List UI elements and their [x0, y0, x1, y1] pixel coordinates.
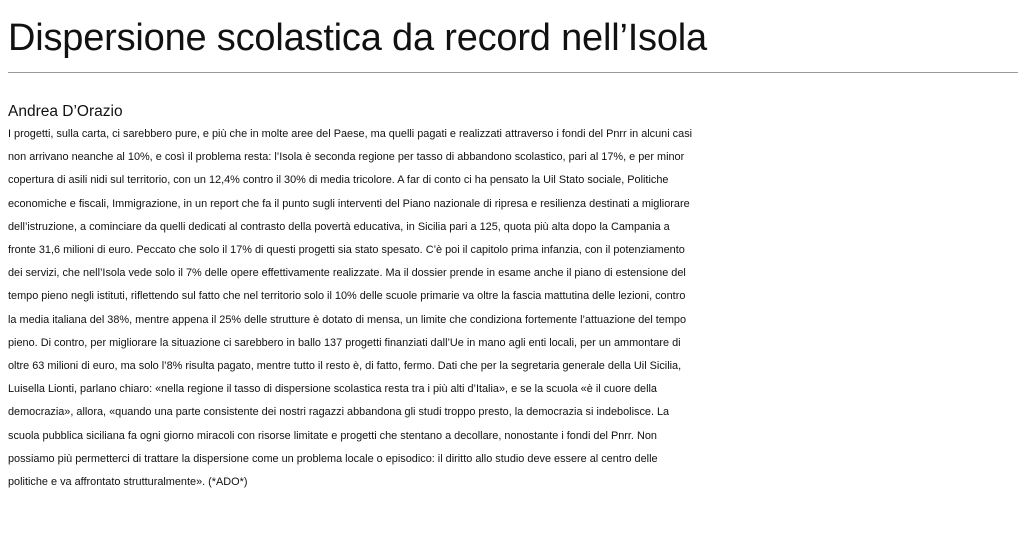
article-author: Andrea D’Orazio [8, 103, 123, 120]
body-line: dell’istruzione, a cominciare da quelli dedicati al contrasto della povertà educativa, in Sicilia pari a 125, quota più alta dopo la Campania a [8, 220, 670, 233]
body-line: dei servizi, che nell’Isola vede solo il 7% delle opere effettivamente realizzate. Ma il dossier prende in esame anche il piano di estensione del [8, 267, 686, 280]
article-body [8, 123, 1018, 494]
body-line: non arrivano neanche al 10%, e così il problema resta: l’Isola è seconda regione per tasso di abbandono scolastico, pari al 17%, e per minor [8, 151, 685, 164]
article-title: Dispersione scolastica da record nell’Isola [8, 17, 707, 59]
body-line: democrazia», allora, «quando una parte consistente dei nostri ragazzi abbandona gli studi troppo presto, la democrazia si indebolisce. La [8, 406, 670, 419]
body-line: oltre 63 milioni di euro, ma solo l’8% risulta pagato, mentre tutto il resto è, di fatto, fermo. Dati che per la segretaria generale della Uil Sicilia, [8, 360, 682, 373]
body-line: Luisella Lionti, parlano chiaro: «nella regione il tasso di dispersione scolastica resta tra i più alti d’Italia», e se la scuola «è il cuore della [8, 383, 657, 396]
body-line: I progetti, sulla carta, ci sarebbero pure, e più che in molte aree del Paese, ma quelli pagati e realizzati attraverso i fondi del Pnrr in alcuni casi [8, 128, 693, 140]
body-line: tempo pieno negli istituti, riflettendo sul fatto che nel territorio solo il 10% delle scuole primarie va oltre la fascia mattutina delle lezioni, contro [8, 290, 686, 303]
body-line: la media italiana del 38%, mentre appena il 25% delle strutture è dotato di mensa, un limite che condiziona fortemente l’attuazione del tempo [8, 313, 687, 326]
body-line: scuola pubblica siciliana fa ogni giorno miracoli con risorse limitate e progetti che stentano a decollare, nonostante i fondi del Pnrr. Non [8, 429, 657, 442]
body-line: politiche e va affrontato strutturalmente». (*ADO*) [8, 476, 248, 489]
title-divider [8, 72, 1018, 73]
body-line: pieno. Di contro, per migliorare la situazione ci sarebbero in ballo 137 progetti finanziati dall’Ue in mano agli enti locali, per un ammontare di [8, 336, 681, 349]
body-line: economiche e fiscali, Immigrazione, in un report che fa il punto sugli interventi del Piano nazionale di ripresa e resilienza destinati a migliorare [8, 197, 690, 210]
body-line: copertura di asili nidi sul territorio, con un 12,4% contro il 30% di media tricolore. A far di conto ci ha pensato la Uil Stato sociale, Politiche [8, 174, 669, 187]
body-line: possiamo più permetterci di trattare la dispersione come un problema locale o episodico: il diritto allo studio deve essere al centro delle [8, 452, 658, 465]
body-line: fronte 31,6 milioni di euro. Peccato che solo il 17% di questi progetti sia stato spesato. C’è poi il capitolo prima infanzia, con il potenziamento [8, 244, 685, 257]
